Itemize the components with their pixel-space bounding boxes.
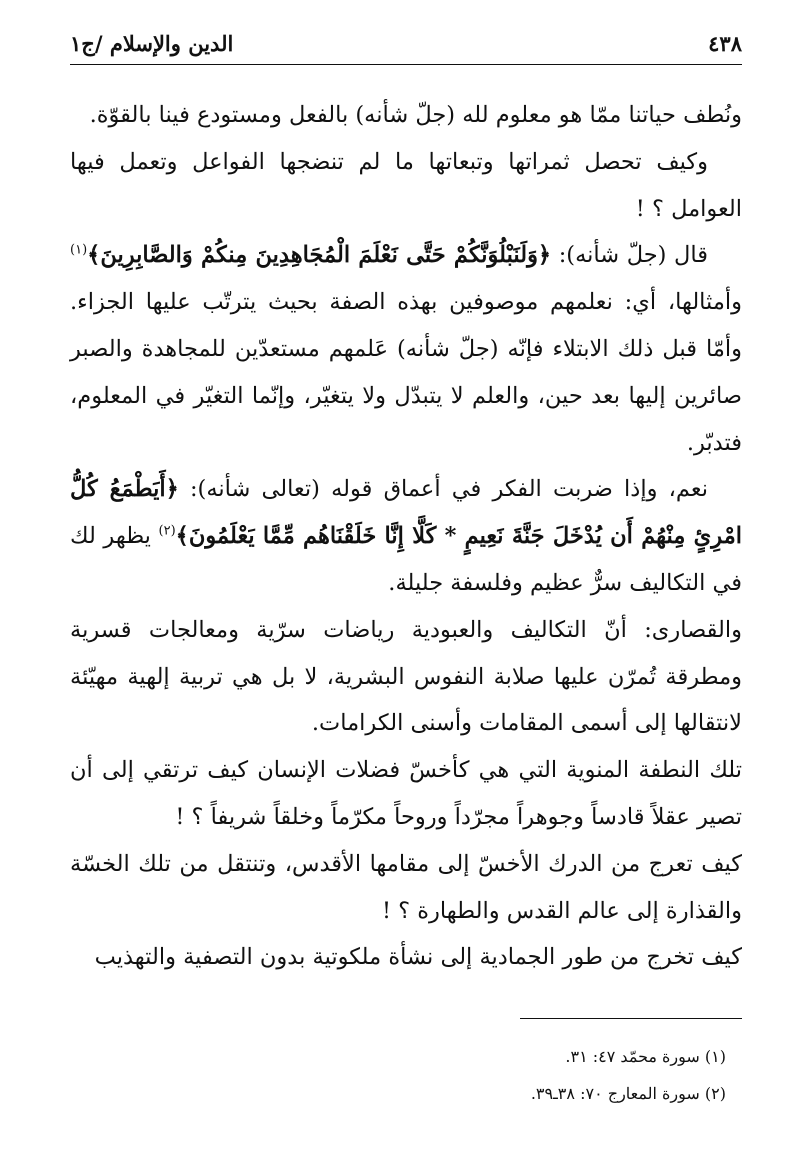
paragraph-with-quran-quote — [70, 466, 742, 606]
quote-intro: قال (جلّ شأنه): — [551, 242, 708, 269]
footnotes — [70, 1038, 726, 1112]
quran-verse: ﴿أَيَطْمَعُ كُلُّ امْرِئٍ مِنْهُمْ أَن يُدْخَلَ جَنَّةَ نَعِيمٍ * كَلَّا إِنَّا خَلَقْنَاهُم مِّمَّا يَعْلَمُونَ﴾ — [70, 476, 742, 550]
quote-intro: نعم، وإذا ضربت الفكر في أعماق قوله (تعالى شأنه): — [178, 476, 708, 503]
footnote: (١) سورة محمّد ٤٧: ٣١. — [565, 1047, 726, 1066]
paragraph: وكيف تحصل ثمراتها وتبعاتها ما لم تنضجها الفواعل وتعمل فيها العوامل ؟ ! — [70, 148, 742, 222]
paragraph-with-quran-quote — [70, 232, 742, 466]
paragraph-text: وأمثالها، أي: نعلمهم موصوفين بهذه الصفة بحيث يترتّب عليها الجزاء. وأمّا قبل ذلك الابتلاء فإنّه (جلّ شأنه) عَلمهم مستعدّين للمجاهدة والصبر صائرين إليها بعد حين، والعلم لا يتبدّل ولا يتغيّر، وإنّما التغيّر في المعلوم، فتدبّر. — [70, 289, 742, 456]
paragraph: ونُطف حياتنا ممّا هو معلوم لله (جلّ شأنه) بالفعل ومستودع فينا بالقوّة. — [89, 102, 742, 128]
paragraph-text: يظهر لك في التكاليف سرٌّ عظيم وفلسفة جليلة. — [70, 523, 742, 596]
footnote: (٢) سورة المعارج ٧٠: ٣٨ـ٣٩. — [530, 1084, 726, 1103]
quran-verse: ﴿وَلَنَبْلُوَنَّكُمْ حَتَّى نَعْلَمَ الْمُجَاهِدِينَ مِنكُمْ وَالصَّابِرِينَ﴾ — [87, 242, 552, 269]
header-divider — [70, 64, 742, 65]
main-text — [70, 92, 742, 981]
page-header — [70, 28, 742, 58]
footnote-divider — [520, 1018, 742, 1019]
page-number: ٤٣٨ — [708, 30, 742, 56]
footnote-ref: (٢) — [158, 523, 176, 539]
paragraph: كيف تعرج من الدرك الأخسّ إلى مقامها الأقدس، وتنتقل من تلك الخسّة والقذارة إلى عالم القدس والطهارة ؟ ! — [70, 850, 742, 924]
paragraph: والقصارى: أنّ التكاليف والعبودية رياضات سرّية ومعالجات قسرية ومطرقة تُمرّن عليها صلابة النفوس البشرية، لا بل هي تربية إلهية مهيّئة لانتقالها إلى أسمى المقامات وأسنى الكرامات. — [70, 616, 742, 737]
paragraph: كيف تخرج من طور الجمادية إلى نشأة ملكوتية بدون التصفية والتهذيب — [94, 944, 742, 971]
paragraph: تلك النطفة المنوية التي هي كأخسّ فضلات الإنسان كيف ترتقي إلى أن تصير عقلاً قادساً وجوهراً مجرّداً وروحاً مكرّماً وخلقاً شريفاً ؟ ! — [70, 757, 742, 830]
running-title: الدين والإسلام /ج١ — [70, 30, 234, 56]
footnote-ref: (١) — [70, 242, 88, 258]
